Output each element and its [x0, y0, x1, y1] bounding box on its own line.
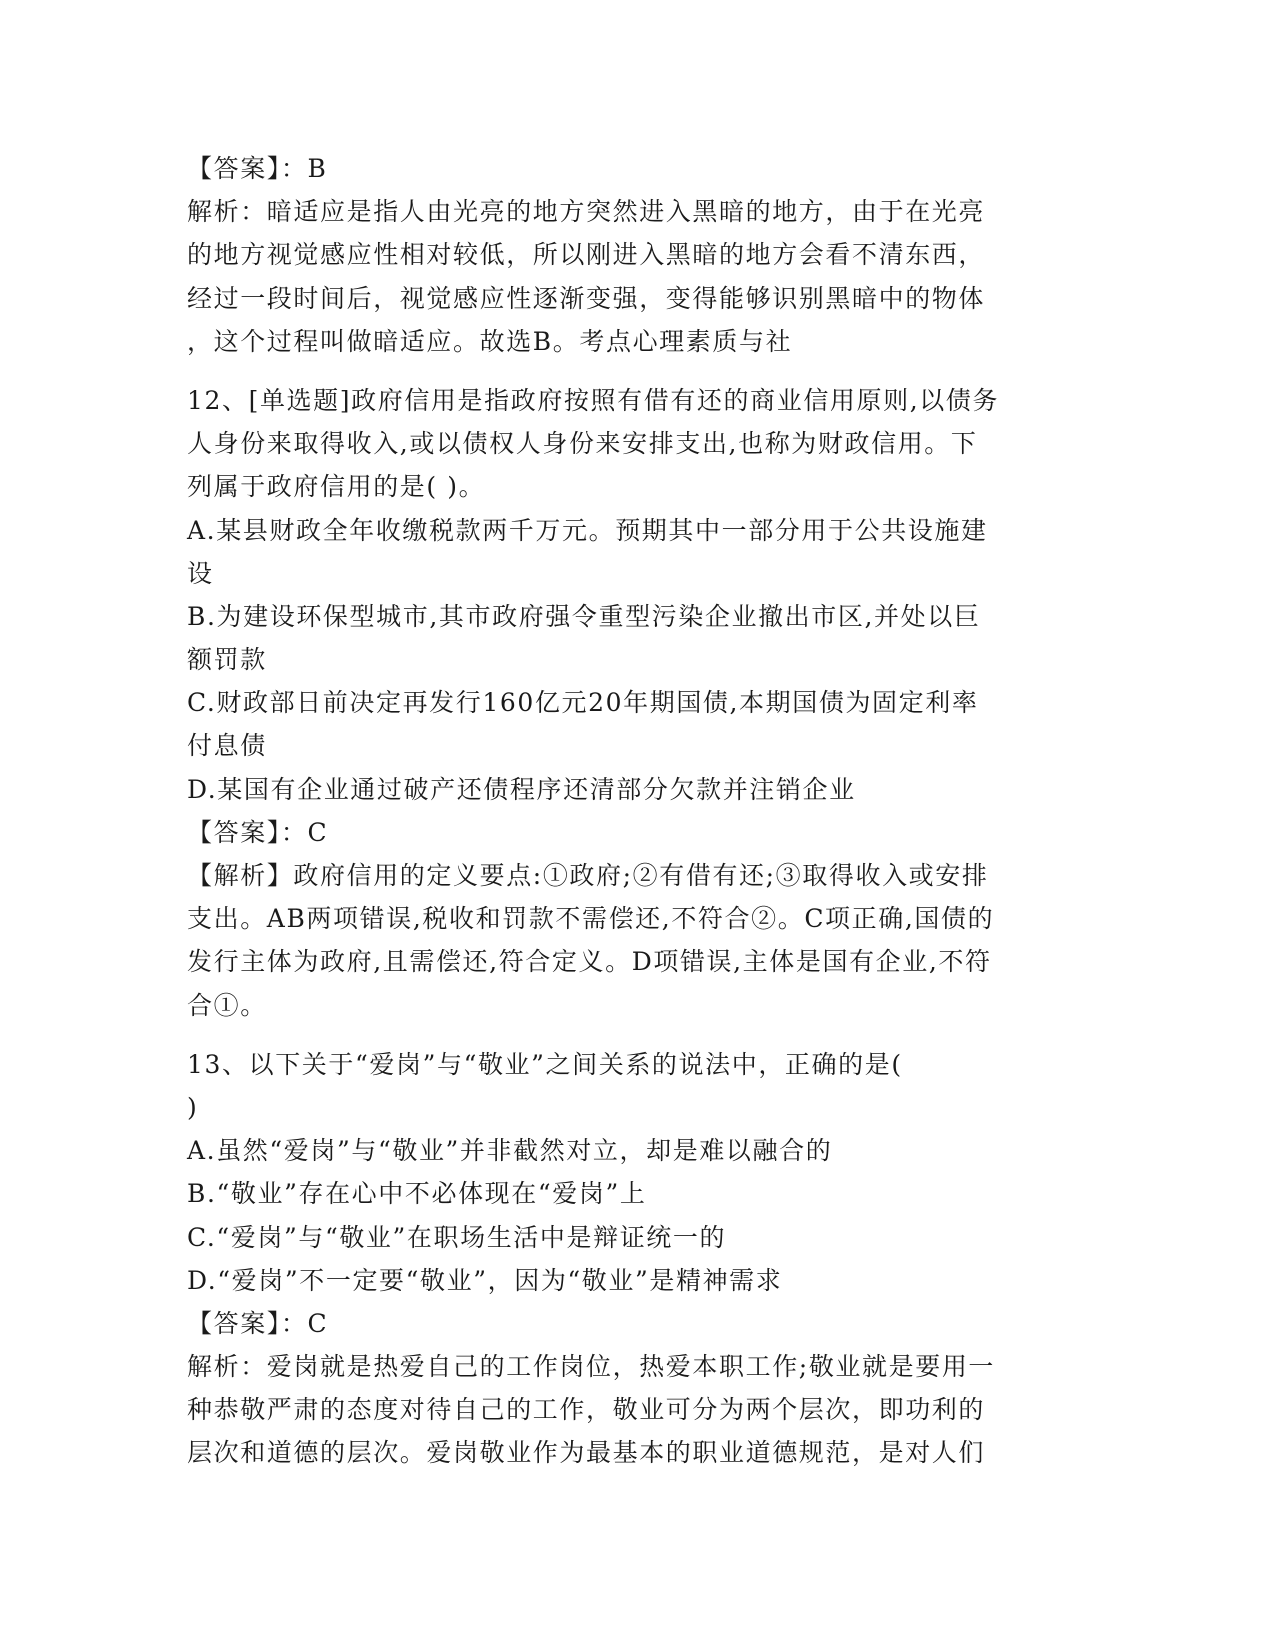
text-line: B.为建设环保型城市,其市政府强令重型污染企业撤出市区,并处以巨 — [187, 601, 981, 631]
text-line: 【解析】政府信用的定义要点:①政府;②有借有还;③取得收入或安排 — [187, 861, 989, 890]
text-line: 设 — [187, 558, 214, 588]
text-line: 种恭敬严肃的态度对待自己的工作，敬业可分为两个层次，即功利的 — [187, 1395, 986, 1425]
question-block-12 — [187, 379, 1087, 1027]
text-line: 合①。 — [187, 990, 267, 1020]
block-gap — [187, 1027, 1087, 1043]
text-line: D.“爱岗”不一定要“敬业”，因为“敬业”是精神需求 — [187, 1265, 783, 1295]
text-line: 额罚款 — [187, 645, 267, 675]
text-line: C.财政部日前决定再发行160亿元20年期国债,本期国债为固定利率 — [187, 688, 979, 718]
text-line: 层次和道德的层次。爱岗敬业作为最基本的职业道德规范，是对人们 — [187, 1438, 986, 1468]
text-line: 发行主体为政府,且需偿还,符合定义。D项错误,主体是国有企业,不符 — [187, 947, 992, 977]
text-line: 解析：爱岗就是热爱自己的工作岗位，热爱本职工作;敬业就是要用一 — [187, 1352, 996, 1382]
text-line: 【答案】：C — [187, 1308, 329, 1338]
text-line: ) — [187, 1092, 199, 1122]
text-line: 12、[单选题]政府信用是指政府按照有借有还的商业信用原则,以债务 — [187, 385, 1000, 415]
answer-block-11 — [187, 147, 1087, 363]
text-line: 人身份来取得收入,或以债权人身份来安排支出,也称为财政信用。下 — [187, 429, 978, 459]
block-gap — [187, 363, 1087, 379]
text-line: 支出。AB两项错误,税收和罚款不需偿还,不符合②。C项正确,国债的 — [187, 904, 995, 934]
text-line: C.“爱岗”与“敬业”在职场生活中是辩证统一的 — [187, 1222, 727, 1252]
text-line: 的地方视觉感应性相对较低，所以刚进入黑暗的地方会看不清东西， — [187, 240, 986, 270]
text-line: D.某国有企业通过破产还债程序还清部分欠款并注销企业 — [187, 774, 856, 804]
text-line: 【答案】：C — [187, 817, 329, 847]
text-line: B.“敬业”存在心中不必体现在“爱岗”上 — [187, 1179, 647, 1209]
text-line: 13、以下关于“爱岗”与“敬业”之间关系的说法中，正确的是( — [187, 1049, 903, 1079]
question-block-13 — [187, 1043, 1087, 1475]
text-line: 经过一段时间后，视觉感应性逐渐变强，变得能够识别黑暗中的物体 — [187, 283, 986, 313]
document-body — [187, 147, 1087, 1475]
text-line: 解析：暗适应是指人由光亮的地方突然进入黑暗的地方，由于在光亮 — [187, 197, 986, 227]
text-line: 【答案】：B — [187, 154, 328, 183]
text-line: A.虽然“爱岗”与“敬业”并非截然对立，却是难以融合的 — [187, 1136, 833, 1166]
text-line: 付息债 — [187, 731, 267, 761]
text-line: 列属于政府信用的是( )。 — [187, 472, 486, 502]
text-line: ，这个过程叫做暗适应。故选B。考点心理素质与社 — [187, 326, 793, 356]
text-line: A.某县财政全年收缴税款两千万元。预期其中一部分用于公共设施建 — [187, 515, 988, 545]
